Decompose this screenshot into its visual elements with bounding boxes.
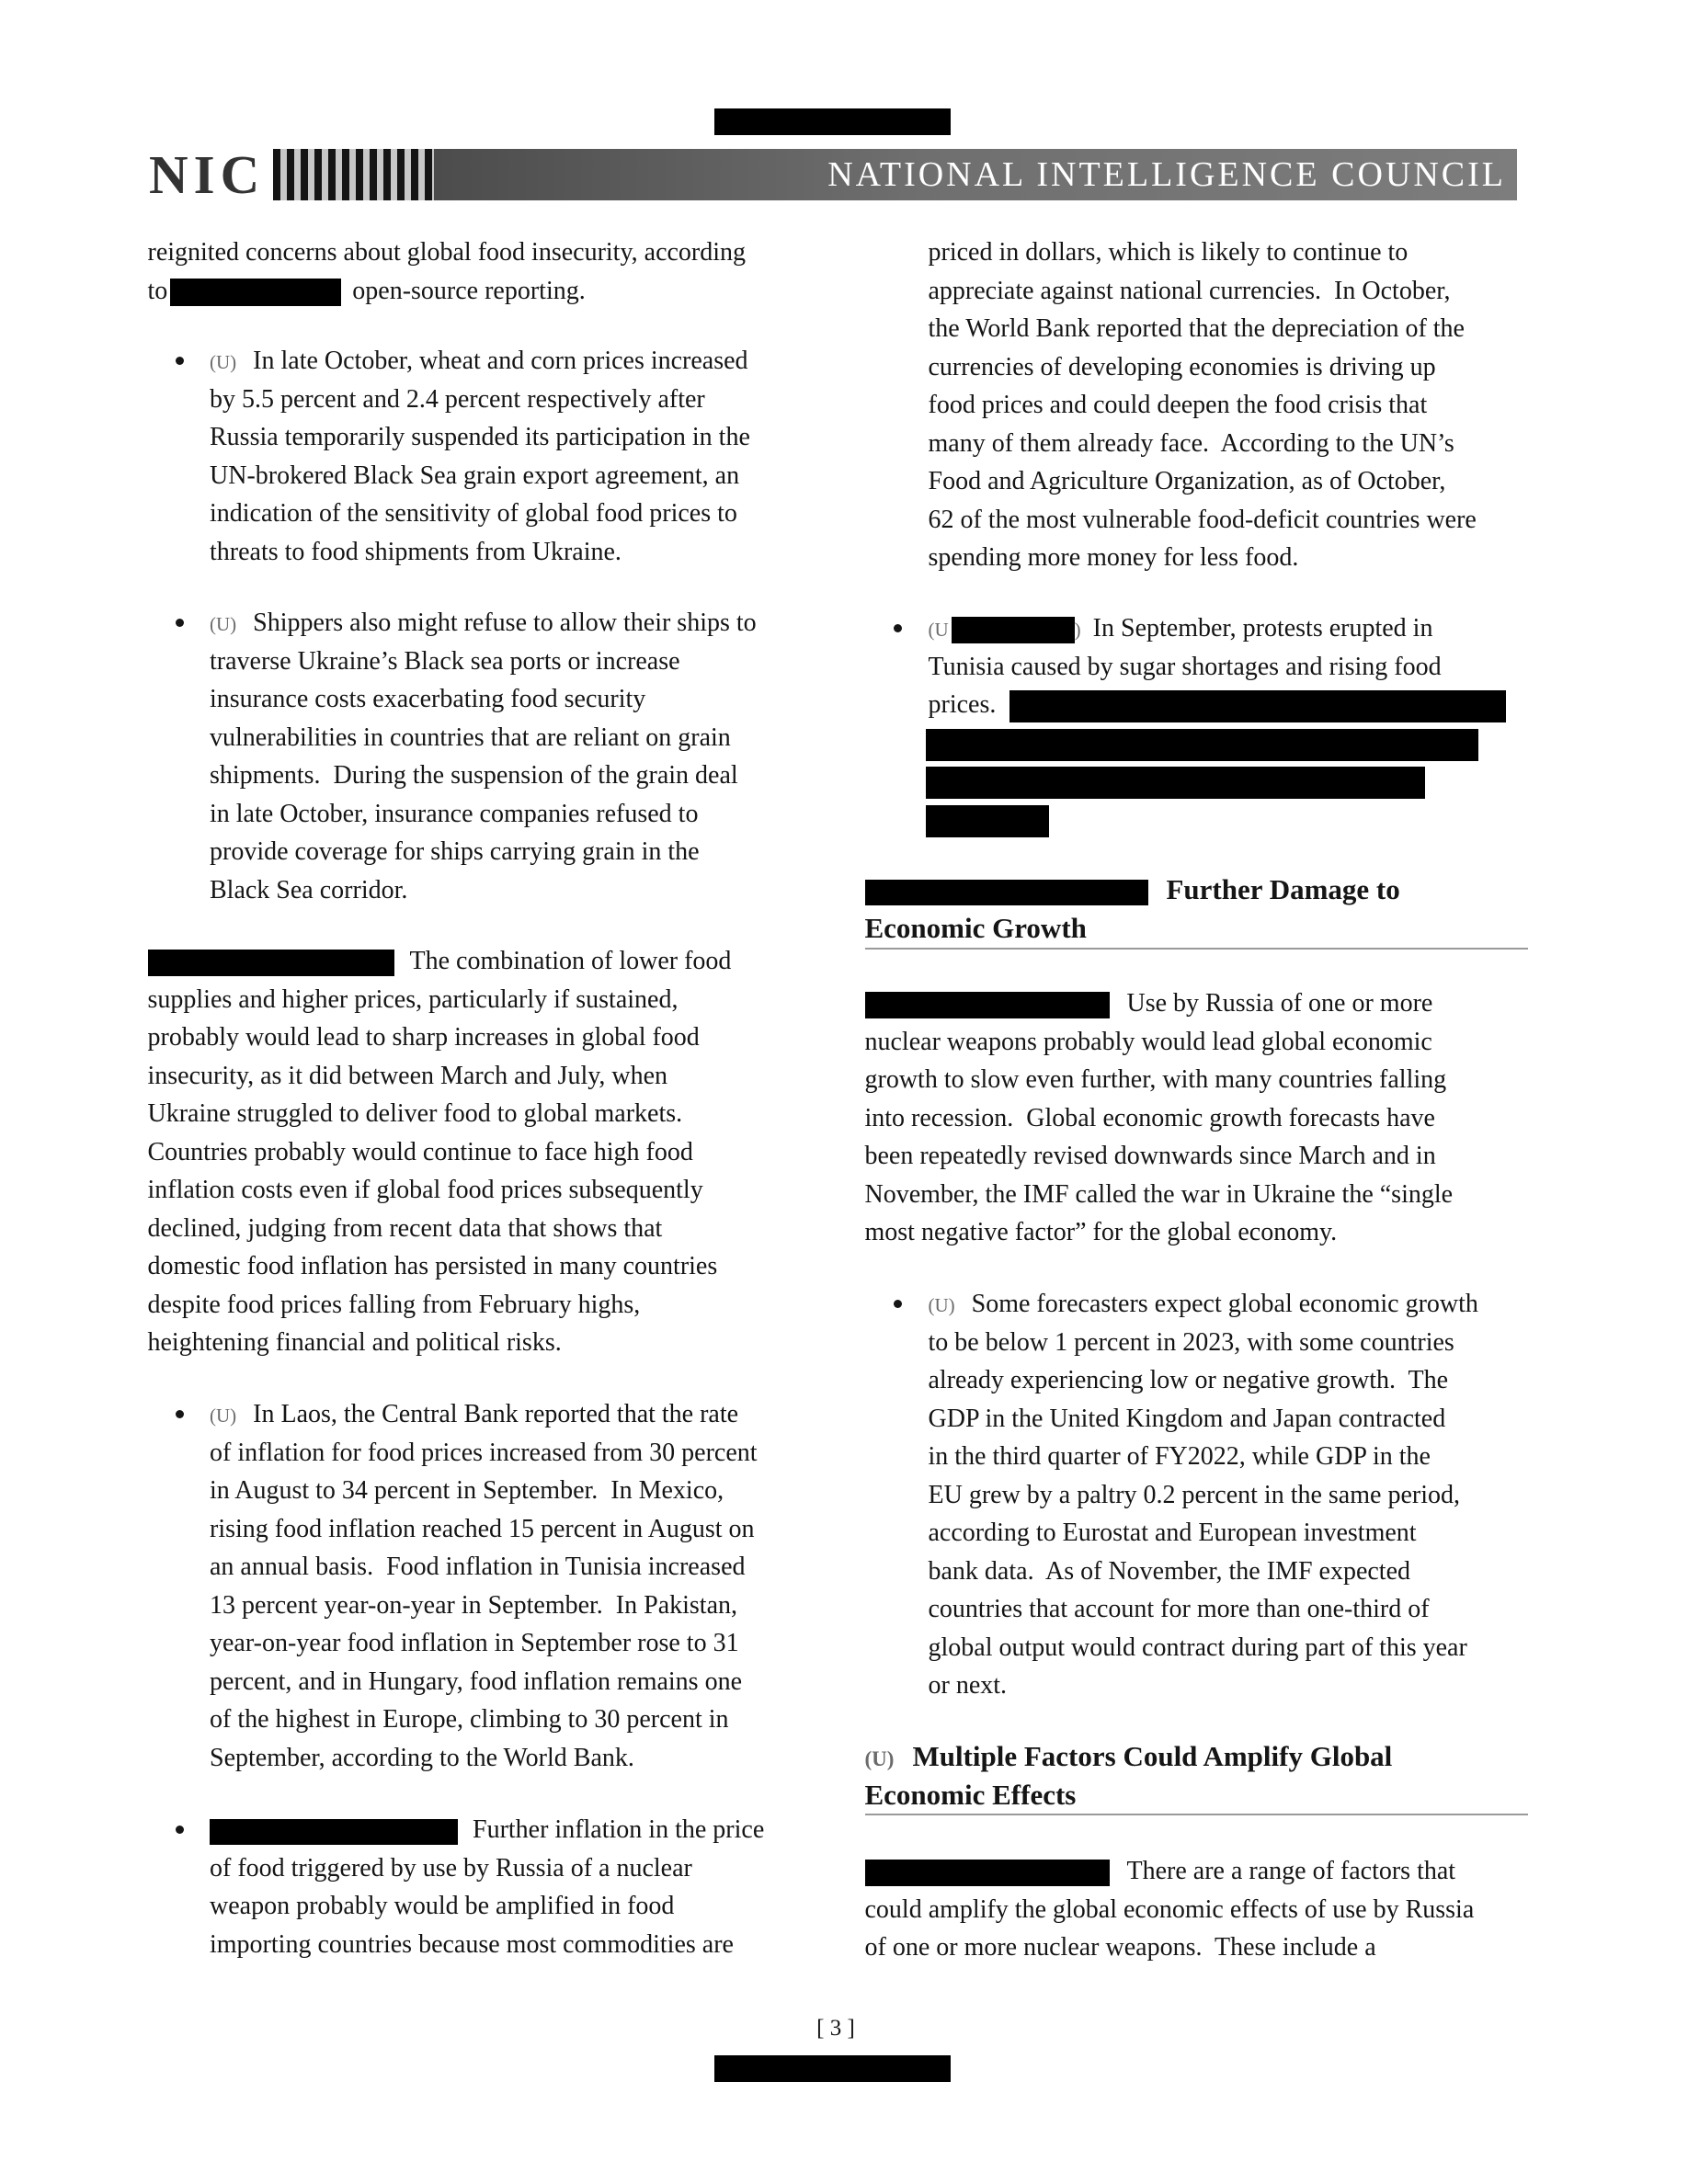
nic-logo: NIC <box>149 144 266 205</box>
text-span: open-source reporting. <box>352 276 586 305</box>
text-line: provide coverage for ships carrying grain in the <box>210 837 700 866</box>
text-line: probably would lead to sharp increases in global food <box>147 1023 700 1052</box>
heading-text: Multiple Factors Could Amplify Global <box>912 1740 1393 1772</box>
text-line: year-on-year food inflation in September rose to 31 <box>210 1629 739 1657</box>
text-line: already experiencing low or negative growth. The <box>928 1366 1448 1394</box>
text-line: by 5.5 percent and 2.4 percent respectively after <box>210 384 705 414</box>
text-line: Russia temporarily suspended its participation in the <box>210 423 750 451</box>
text-line <box>210 342 750 381</box>
top-classification-redaction <box>714 108 951 135</box>
text-line: insurance costs exacerbating food security <box>210 685 646 713</box>
portion-mark-open: (U <box>928 619 949 641</box>
text-span: The combination of lower food <box>409 947 732 975</box>
text-line: into recession. Global economic growth forecasts have <box>864 1103 1435 1132</box>
text-line <box>865 1852 1475 1891</box>
text-span: to <box>147 276 168 305</box>
bullet-marker <box>176 357 184 365</box>
text-line: spending more money for less food. <box>928 543 1299 572</box>
portion-mark-close: ) <box>1074 619 1081 641</box>
text-line: EU grew by a paltry 0.2 percent in the same period, <box>928 1480 1460 1509</box>
heading-line: Economic Effects <box>864 1778 1077 1811</box>
text-line: according to Eurostat and European investment <box>928 1519 1417 1547</box>
text-span: Some forecasters expect global economic growth <box>971 1290 1478 1318</box>
portion-mark: (U) <box>210 351 237 373</box>
bullet-marker <box>894 1300 902 1308</box>
text-line: 62 of the most vulnerable food-deficit countries were <box>928 505 1477 534</box>
text-line <box>929 1285 1478 1324</box>
redaction-bar <box>926 805 1049 837</box>
text-span: Further inflation in the price <box>473 1815 765 1844</box>
text-line: despite food prices falling from February highs, <box>147 1290 641 1319</box>
text-line: an annual basis. Food inflation in Tunisia increased <box>210 1553 746 1581</box>
text-span: In September, protests erupted in <box>1092 614 1433 643</box>
text-line: been repeatedly revised downwards since March and in <box>864 1142 1436 1170</box>
text-line <box>148 272 747 311</box>
text-line <box>210 1811 764 1849</box>
bottom-classification-redaction <box>714 2055 951 2082</box>
text-span: There are a range of factors that <box>1126 1857 1456 1885</box>
text-line: could amplify the global economic effects of use by Russia <box>864 1894 1475 1924</box>
bullet-marker <box>176 1826 184 1834</box>
text-line: to be below 1 percent in 2023, with some countries <box>928 1327 1454 1357</box>
text-line: Ukraine struggled to deliver food to global markets. <box>147 1099 683 1128</box>
text-line: global output would contract during part of this year <box>928 1632 1467 1662</box>
text-line: of food triggered by use by Russia of a nuclear <box>210 1853 692 1883</box>
text-line: growth to slow even further, with many countries falling <box>864 1065 1447 1094</box>
text-line: Food and Agriculture Organization, as of October, <box>928 467 1446 495</box>
text-line: appreciate against national currencies. In October, <box>928 276 1451 305</box>
text-line: insecurity, as it did between March and July, when <box>147 1061 668 1090</box>
text-line <box>210 604 757 643</box>
section-heading-multiple-factors <box>865 1737 1393 1814</box>
text-line: currencies of developing economies is driving up <box>928 352 1436 381</box>
heading-line: Economic Growth <box>864 911 1087 944</box>
text-line: shipments. During the suspension of the grain deal <box>210 761 738 790</box>
text-span: In Laos, the Central Bank reported that the rate <box>253 1400 739 1428</box>
redaction-bar <box>865 880 1148 905</box>
text-line <box>148 942 732 981</box>
text-line: weapon probably would be amplified in food <box>210 1892 675 1920</box>
text-line: Countries probably would continue to face high food <box>147 1137 693 1166</box>
text-line: importing countries because most commodities are <box>210 1929 734 1959</box>
text-line: vulnerabilities in countries that are reliant on grain <box>210 722 731 752</box>
bullet-marker <box>894 624 902 632</box>
bullet-marker <box>176 1410 184 1418</box>
text-line: November, the IMF called the war in Ukraine the “single <box>864 1179 1454 1209</box>
text-line: declined, judging from recent data that shows that <box>147 1213 663 1243</box>
text-line: most negative factor” for the global economy. <box>864 1218 1338 1246</box>
redaction-bar <box>865 1860 1110 1886</box>
redaction-bar <box>926 729 1478 761</box>
text-line: bank data. As of November, the IMF expected <box>928 1556 1411 1586</box>
text-line: UN-brokered Black Sea grain export agreement, an <box>210 461 740 490</box>
text-line: inflation costs even if global food prices subsequently <box>147 1176 703 1204</box>
text-line: rising food inflation reached 15 percent in August on <box>210 1514 755 1543</box>
text-line: threats to food shipments from Ukraine. <box>210 537 622 566</box>
redaction-bar <box>865 992 1110 1018</box>
text-line: of inflation for food prices increased from 30 percent <box>210 1438 758 1467</box>
text-line: in late October, insurance companies refused to <box>210 799 699 828</box>
combination-paragraph <box>148 942 732 1362</box>
text-line: of one or more nuclear weapons. These include a <box>864 1933 1376 1962</box>
bullet-further-inflation-continued <box>929 233 1477 577</box>
bullet-shippers <box>210 604 757 909</box>
intro-paragraph <box>148 233 747 310</box>
text-line <box>865 984 1454 1023</box>
header-title: NATIONAL INTELLIGENCE COUNCIL <box>827 155 1506 194</box>
portion-mark: (U) <box>210 613 237 635</box>
bullet-marker <box>176 619 184 627</box>
text-line: reignited concerns about global food insecurity, according <box>147 238 747 267</box>
text-span: Shippers also might refuse to allow their ships to <box>253 609 757 637</box>
section-heading-economic-growth <box>865 870 1400 947</box>
text-line: in the third quarter of FY2022, while GDP in the <box>928 1442 1431 1471</box>
text-line <box>929 762 1507 801</box>
header-band <box>434 149 1517 200</box>
bullet-forecasters <box>929 1285 1478 1705</box>
heading-text: Further Damage to <box>1166 873 1400 905</box>
redaction-bar <box>1009 690 1506 722</box>
redaction-bar <box>952 617 1075 643</box>
text-line: traverse Ukraine’s Black sea ports or increase <box>210 646 680 676</box>
text-line: percent, and in Hungary, food inflation remains one <box>210 1666 743 1696</box>
text-line <box>210 1395 758 1434</box>
logo-barcode-stripes <box>273 149 434 200</box>
heading-underline <box>865 1814 1529 1815</box>
text-line: nuclear weapons probably would lead global economic <box>864 1027 1432 1056</box>
text-line: GDP in the United Kingdom and Japan contracted <box>928 1404 1446 1433</box>
heading-line <box>865 870 1400 909</box>
text-span: In late October, wheat and corn prices increased <box>253 347 748 375</box>
text-line <box>929 724 1507 763</box>
text-line <box>929 801 1507 839</box>
heading-line <box>865 1737 1393 1776</box>
portion-mark: (U) <box>864 1747 895 1770</box>
text-line: supplies and higher prices, particularly if sustained, <box>147 984 679 1014</box>
text-line: countries that account for more than one-third of <box>928 1595 1430 1623</box>
economic-growth-paragraph <box>865 984 1454 1252</box>
text-line: or next. <box>928 1671 1008 1700</box>
bullet-grain-prices <box>210 342 750 571</box>
text-line: in August to 34 percent in September. In Mexico, <box>210 1476 724 1505</box>
text-line: 13 percent year-on-year in September. In Pakistan, <box>210 1590 738 1620</box>
portion-mark: (U) <box>210 1405 237 1427</box>
text-line <box>929 686 1507 724</box>
text-line: the World Bank reported that the depreciation of the <box>928 314 1465 343</box>
portion-mark: (U) <box>928 1294 955 1316</box>
text-line: September, according to the World Bank. <box>210 1743 634 1772</box>
text-line: heightening financial and political risks. <box>147 1328 562 1357</box>
text-line: Black Sea corridor. <box>210 875 408 904</box>
text-line: indication of the sensitivity of global food prices to <box>210 499 737 528</box>
text-line: Tunisia caused by sugar shortages and rising food <box>928 652 1442 681</box>
redaction-bar <box>210 1819 458 1845</box>
bullet-laos <box>210 1395 758 1777</box>
text-span: Use by Russia of one or more <box>1126 989 1433 1018</box>
text-span: prices. <box>928 690 997 719</box>
bullet-further-inflation <box>210 1811 764 1963</box>
text-line <box>929 609 1507 648</box>
text-line: food prices and could deepen the food crisis that <box>928 391 1428 419</box>
text-line: domestic food inflation has persisted in many countries <box>147 1252 718 1280</box>
redaction-bar <box>170 279 341 306</box>
heading-underline <box>865 948 1529 950</box>
factors-paragraph <box>865 1852 1475 1967</box>
bullet-tunisia <box>929 609 1507 838</box>
text-line: priced in dollars, which is likely to continue to <box>928 238 1409 267</box>
text-line: of the highest in Europe, climbing to 30 percent in <box>210 1705 729 1734</box>
redaction-bar <box>148 950 394 976</box>
text-line: many of them already face. According to the UN’s <box>928 428 1454 458</box>
page-number: [ 3 ] <box>816 2016 855 2041</box>
redaction-bar <box>926 767 1425 799</box>
